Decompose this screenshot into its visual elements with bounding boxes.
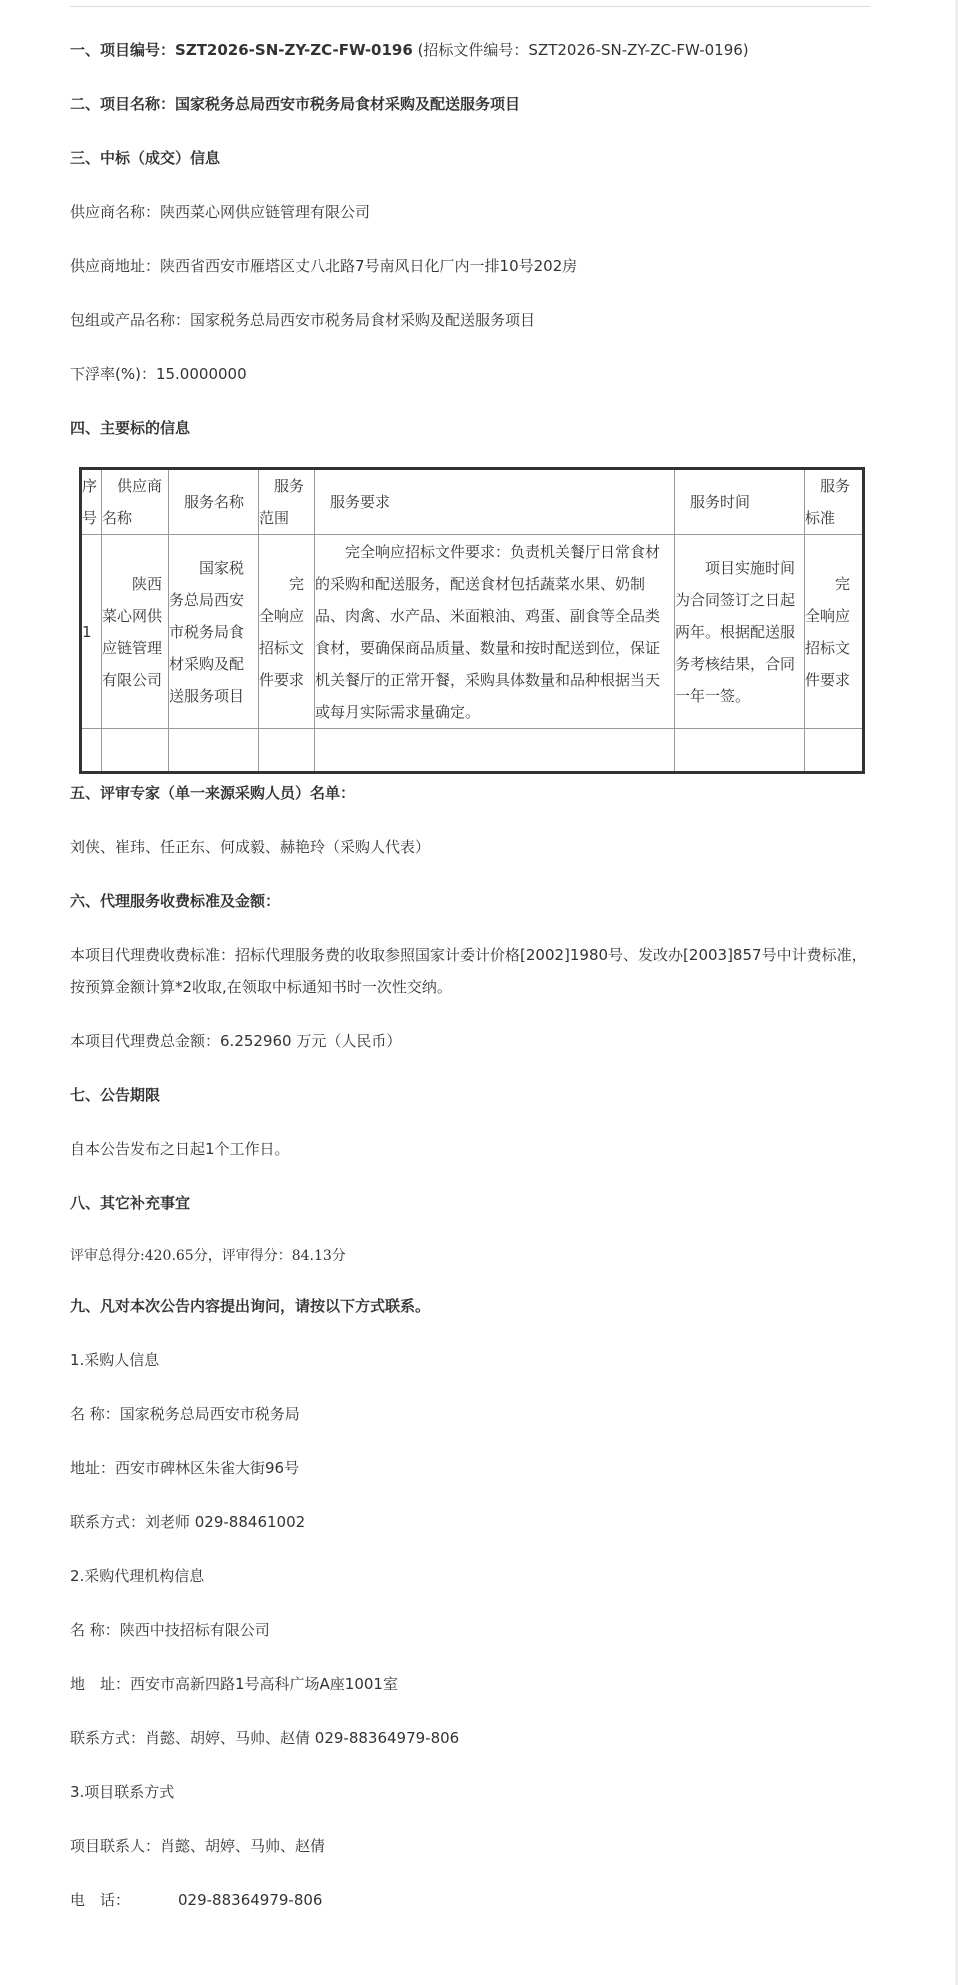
project-contact-title: 3.项目联系方式 [70, 1783, 175, 1801]
experts-heading: 五、评审专家（单一来源采购人员）名单： [70, 784, 356, 802]
agency-contact: 联系方式：肖懿、胡婷、马帅、赵倩 029-88364979-806 [70, 1729, 460, 1747]
tender-doc-number: (招标文件编号：SZT2026-SN-ZY-ZC-FW-0196) [417, 41, 749, 59]
project-name-heading: 二、项目名称：国家税务总局西安市税务局食材采购及配送服务项目 [70, 95, 521, 113]
project-contact-phone-line [70, 1889, 322, 1911]
contact-heading: 九、凡对本次公告内容提出询问，请按以下方式联系。 [70, 1297, 431, 1315]
th-service-name: 服务名称 [169, 469, 259, 535]
th-service-req: 服务要求 [315, 469, 675, 535]
phone-number: 029-88364979-806 [178, 1891, 323, 1909]
notice-period-heading: 七、公告期限 [70, 1086, 161, 1104]
main-subject-heading: 四、主要标的信息 [70, 419, 191, 437]
th-service-std: 服务标准 [805, 469, 864, 535]
cell-service-name: 国家税务总局西安市税务局食材采购及配送服务项目 [169, 535, 259, 729]
cell-service-scope: 完全响应招标文件要求 [259, 535, 315, 729]
agency-fee-total: 本项目代理费总金额：6.252960 万元（人民币） [70, 1032, 402, 1050]
agency-fee-standard: 本项目代理费收费标准：招标代理服务费的收取参照国家计委计价格[2002]1980号、发改办[2003]857号中计费标准，按预算金额计算*2收取,在领取中标通知书时一次性交纳。 [70, 946, 867, 996]
supplier-name: 供应商名称：陕西菜心网供应链管理有限公司 [70, 203, 371, 221]
phone-label: 电 话： [70, 1891, 131, 1909]
award-info-heading: 三、中标（成交）信息 [70, 149, 221, 167]
purchaser-name: 名 称：国家税务总局西安市税务局 [70, 1405, 300, 1423]
project-number-label: 一、项目编号： [70, 41, 176, 59]
purchaser-contact: 联系方式：刘老师 029-88461002 [70, 1513, 306, 1531]
notice-period: 自本公告发布之日起1个工作日。 [70, 1140, 290, 1158]
cell-service-time: 项目实施时间为合同签订之日起两年。根据配送服务考核结果，合同一年一签。 [675, 535, 805, 729]
package-name: 包组或产品名称：国家税务总局西安市税务局食材采购及配送服务项目 [70, 311, 536, 329]
cell-service-std: 完全响应招标文件要求 [805, 535, 864, 729]
review-score: 评审总得分:420.65分，评审得分：84.13分 [70, 1248, 346, 1264]
th-service-scope: 服务范围 [259, 469, 315, 535]
supplier-address: 供应商地址：陕西省西安市雁塔区丈八北路7号南风日化厂内一排10号202房 [70, 257, 578, 275]
float-rate: 下浮率(%)：15.0000000 [70, 365, 247, 383]
purchaser-title: 1.采购人信息 [70, 1351, 160, 1369]
agency-name: 名 称：陕西中技招标有限公司 [70, 1621, 270, 1639]
cell-supplier: 陕西菜心网供应链管理有限公司 [102, 535, 169, 729]
project-number: SZT2026-SN-ZY-ZC-FW-0196 [175, 41, 413, 59]
project-number-line [70, 39, 749, 61]
table-header-row [81, 469, 864, 535]
purchaser-address: 地址：西安市碑林区朱雀大街96号 [70, 1459, 300, 1477]
experts-list: 刘侠、崔玮、任正东、何成毅、赫艳玲（采购人代表） [70, 838, 431, 856]
table-row [81, 535, 864, 729]
subject-table [79, 467, 865, 774]
supplementary-heading: 八、其它补充事宜 [70, 1194, 191, 1212]
th-index: 序号 [81, 469, 102, 535]
agency-fee-heading: 六、代理服务收费标准及金额： [70, 892, 281, 910]
cell-index: 1 [81, 535, 102, 729]
agency-address: 地 址：西安市高新四路1号高科广场A座1001室 [70, 1675, 398, 1693]
table-empty-row [81, 729, 864, 773]
project-contact-person: 项目联系人：肖懿、胡婷、马帅、赵倩 [70, 1837, 326, 1855]
agency-title: 2.采购代理机构信息 [70, 1567, 205, 1585]
top-divider [70, 6, 870, 7]
cell-service-req: 完全响应招标文件要求：负责机关餐厅日常食材的采购和配送服务，配送食材包括蔬菜水果、奶制品、肉禽、水产品、米面粮油、鸡蛋、副食等全品类食材，要确保商品质量、数量和按时配送到位，保证机关餐厅的正常开餐，采购具体数量和品种根据当天或每月实际需求量确定。 [315, 535, 675, 729]
th-supplier: 供应商名称 [102, 469, 169, 535]
th-service-time: 服务时间 [675, 469, 805, 535]
